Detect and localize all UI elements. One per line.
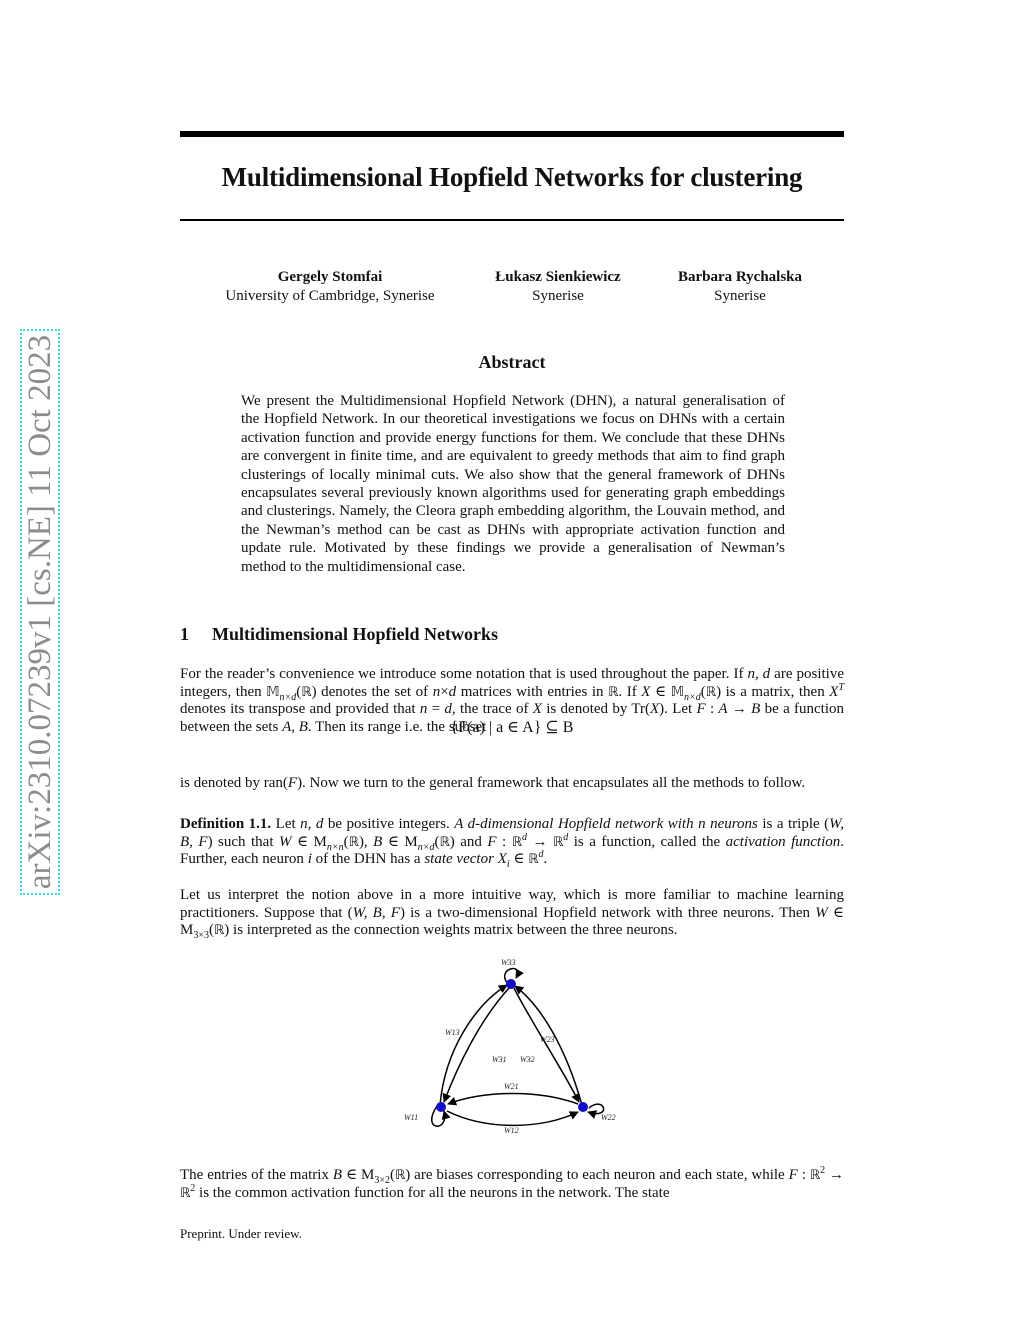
section-title: Multidimensional Hopfield Networks (212, 624, 499, 644)
label-w21: W21 (504, 1082, 519, 1091)
footer-note: Preprint. Under review. (180, 1226, 302, 1241)
definition-label: Definition 1.1. (180, 816, 272, 832)
definition-1-1: Definition 1.1. Let n, d be positive integers. A d-dimensional Hopfield network with n neurons is a triple (W, B, F) such that W ∈ $M_{n\times n}(ℝ)$, B ∈ $M_{n\times d}(ℝ)$ and F : ℝ$^d$ → ℝ$^d$ is a function, called the activation function. Further, each neuron i of the DHN has a state vector $X_i$ ∈ ℝ$^d$. (180, 816, 845, 871)
label-w33: W33 (501, 958, 516, 967)
label-w22: W22 (601, 1113, 616, 1122)
paper-title: Multidimensional Hopfield Networks for clustering (221, 162, 803, 192)
edge-w32 (514, 988, 579, 1102)
paragraph-interpretation: Let us interpret the notion above in a more intuitive way, which is more familiar to machine learning practitioners. Suppose that (W, B, F) is a two-dimensional Hopfield network with three neurons. Then W ∈ $M_{3\times 3}(ℝ)$ is interpreted as the connection weights matrix between the three neurons. (180, 887, 844, 942)
label-w13: W13 (445, 1028, 460, 1037)
display-equation: {F(a) | a ∈ A} ⊆ B (450, 719, 574, 736)
abstract-text: We present the Multidimensional Hopfield Network (DHN), a natural generalisation of the Hopfield Network. In our theoretical investigations we focus on DHNs with a certain activation function and provide energy functions for them. We conclude that these DHNs are convergent in finite time, and are equivalent to greedy methods that aim to find graph clusterings of locally minimal cuts. We also show that the general framework of DHNs encapsulates several previously known algorithms used for generating graph embeddings and clusterings. Namely, the Cleora graph embedding algorithm, the Louvain method, and the Newman’s method can be cast as DHNs with appropriate activation function and update rule. Motivated by these findings we provide a generalisation of Newman’s method to the multidimensional case. (241, 393, 785, 575)
neuron-3 (506, 979, 516, 989)
paragraph-range: is denoted by ran(F). Now we turn to the general framework that encapsulates all the methods to follow. (180, 775, 806, 791)
author-name: Barbara Rychalska (677, 269, 803, 285)
label-w11: W11 (404, 1113, 419, 1122)
edge-w12 (447, 1111, 578, 1125)
network-figure (390, 950, 640, 1140)
label-w32: W32 (520, 1055, 535, 1064)
paragraph-biases: The entries of the matrix B ∈ $M_{3\times 2}(ℝ)$ are biases corresponding to each neuron and each state, while F : ℝ$^2$ → ℝ$^2$ is the common activation function for all the neurons in the network. The state (180, 1165, 845, 1201)
edge-w31 (444, 988, 509, 1102)
label-w31: W31 (492, 1055, 507, 1064)
arxiv-stamp: arXiv:2310.07239v1 [cs.NE] 11 Oct 2023 (20, 232, 60, 992)
neuron-2 (578, 1102, 588, 1112)
neuron-1 (436, 1102, 446, 1112)
title-bottom-rule (180, 219, 844, 221)
label-w12: W12 (504, 1126, 519, 1135)
author-affiliation: Synerise (714, 288, 766, 304)
author-3 (660, 268, 820, 306)
author-affiliation: Synerise (532, 288, 584, 304)
paragraph-notation: For the reader’s convenience we introduce some notation that is used throughout the paper. If n, d are positive integers, then 𝕄$_{n\times d}$(ℝ) denotes the set of n×d matrices with entries in ℝ. If X ∈ 𝕄$_{n\times d}$(ℝ) is a matrix, then $X^T$ denotes its transpose and provided that n = d, the trace of X is denoted by Tr(X). Let F : A → B be a function between the sets A, B. Then its range i.e. the subset (180, 666, 845, 735)
label-w23: W23 (540, 1035, 555, 1044)
author-2 (468, 268, 648, 306)
author-name: Łukasz Sienkiewicz (495, 269, 621, 285)
section-heading (180, 624, 498, 645)
section-number: 1 (180, 624, 189, 644)
title-top-rule (180, 131, 844, 137)
edge-w23 (515, 986, 582, 1105)
edge-w21 (448, 1094, 578, 1105)
author-affiliation: University of Cambridge, Synerise (225, 288, 435, 304)
author-1 (200, 268, 460, 306)
author-name: Gergely Stomfai (277, 269, 383, 285)
abstract-heading: Abstract (478, 352, 546, 372)
